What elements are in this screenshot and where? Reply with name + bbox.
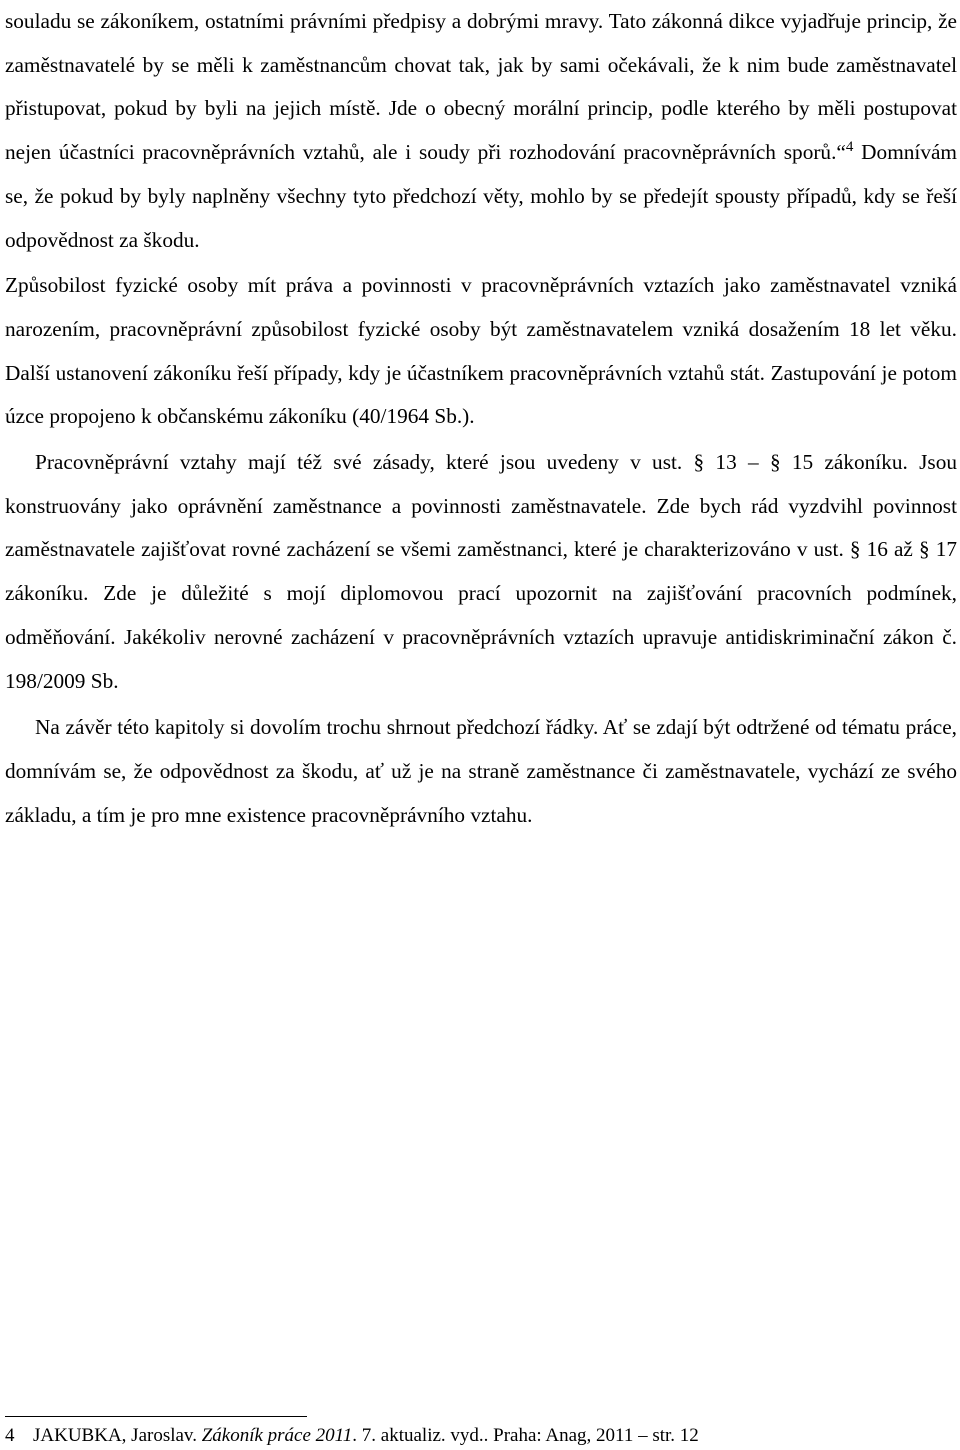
footnote-separator (5, 1416, 307, 1417)
footnote-publication: . 7. aktualiz. vyd.. Praha: Anag, 2011 – str. 12 (352, 1425, 699, 1446)
body-text (5, 0, 957, 837)
paragraph-1-text-a: souladu se zákoníkem, ostatními právními předpisy a dobrými mravy. Tato zákonná dikce vyjadřuje princip, že zaměstnavatelé by se měli k zaměstnancům chovat tak, jak by sami očekávali, že k nim bude zaměstnavatel přistupovat, pokud by byli na jejich místě. Jde o obecný morální princip, podle kterého by měli postupovat nejen účastníci pracovněprávních vztahů, ale i soudy při rozhodování pracovněprávních sporů.“ (5, 9, 957, 165)
footnote-reference[interactable]: 4 (845, 139, 854, 156)
footnote (5, 1424, 955, 1448)
paragraph-4: Na závěr této kapitoly si dovolím trochu shrnout předchozí řádky. Ať se zdají být odtržené od tématu práce, domnívám se, že odpovědnost za škodu, ať už je na straně zaměstnance či zaměstnavatele, vychází ze svého základu, a tím je pro mne existence pracovněprávního vztahu. (5, 715, 957, 827)
paragraph-1 (5, 0, 957, 262)
paragraph-2: Způsobilost fyzické osoby mít práva a povinnosti v pracovněprávních vztazích jako zaměstnavatel vzniká narozením, pracovněprávní způsobilost fyzické osoby být zaměstnavatelem vzniká dosažením 18 let věku. Další ustanovení zákoníku řeší případy, kdy je účastníkem pracovněprávních vztahů stát. Zastupování je potom úzce propojeno k občanskému zákoníku (40/1964 Sb.). (5, 273, 957, 429)
paragraph-1-text-b: Domnívám se, že pokud by byly naplněny všechny tyto předchozí věty, mohlo by se předejít spousty případů, kdy se řeší odpovědnost za škodu. (5, 140, 957, 252)
footnote-title: Zákoník práce 2011 (201, 1425, 353, 1446)
footnote-author: JAKUBKA, Jaroslav. (33, 1425, 202, 1446)
paragraph-3: Pracovněprávní vztahy mají též své zásady, které jsou uvedeny v ust. § 13 – § 15 zákoníku. Jsou konstruovány jako oprávnění zaměstnance a povinnosti zaměstnavatele. Zde bych rád vyzdvihl povinnost zaměstnavatele zajišťovat rovné zacházení se všemi zaměstnanci, které je charakterizováno v ust. § 16 až § 17 zákoníku. Zde je důležité s mojí diplomovou prací upozornit na zajišťování pracovních podmínek, odměňování. Jakékoliv nerovné zacházení v pracovněprávních vztazích upravuje antidiskriminační zákon č. 198/2009 Sb. (5, 450, 957, 693)
footnote-number: 4 (5, 1425, 15, 1446)
